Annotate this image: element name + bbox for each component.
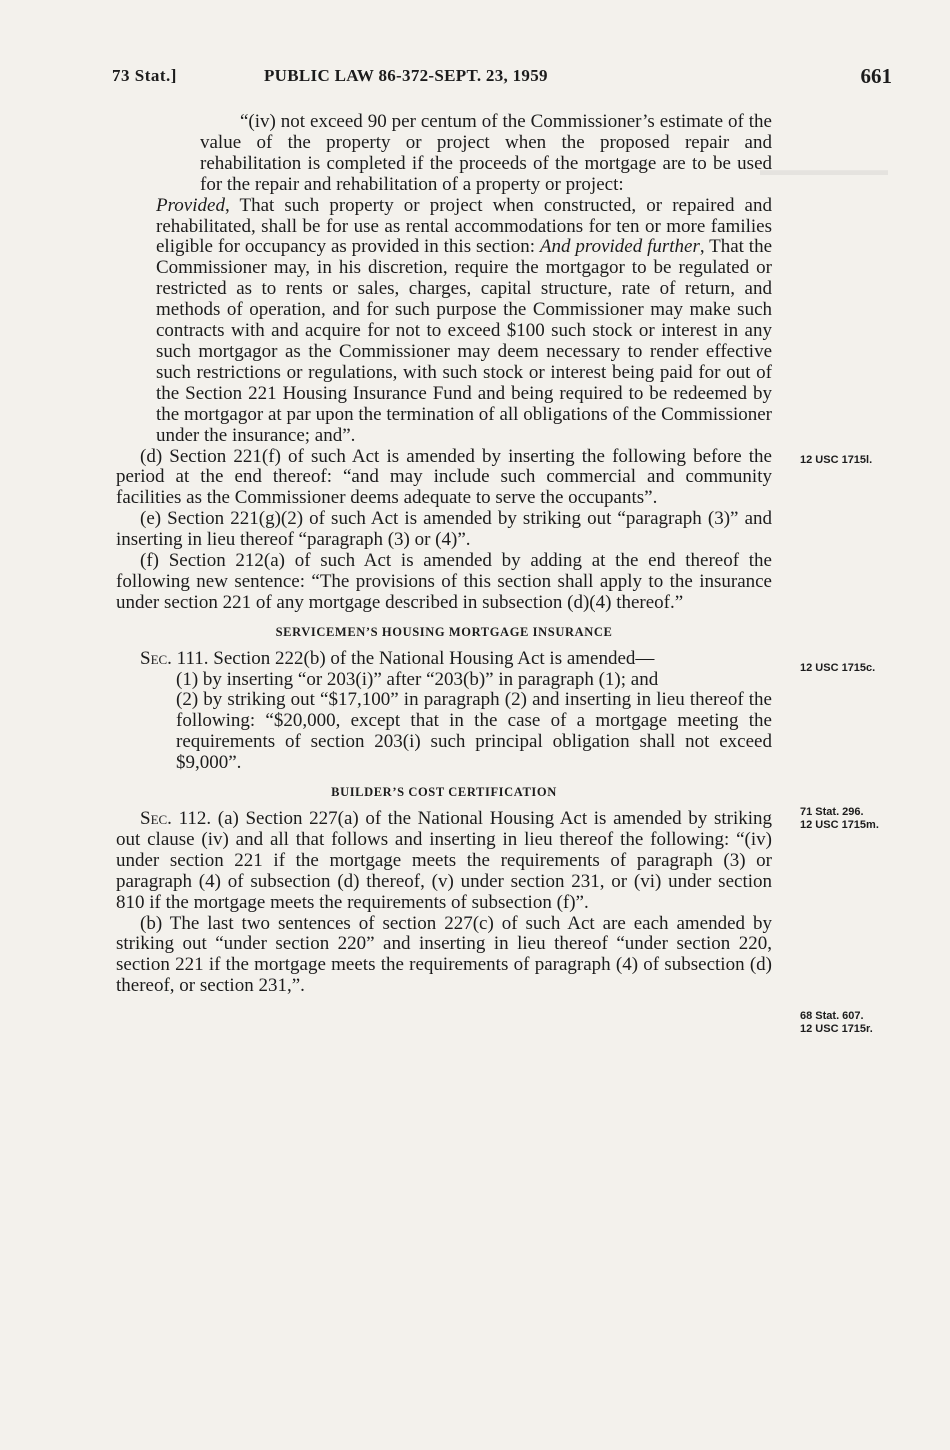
section-111-intro xyxy=(116,649,772,670)
proviso-term-2: And provided further xyxy=(539,236,700,258)
section-heading-builders-cost: BUILDER’S COST CERTIFICATION xyxy=(331,785,557,800)
header-statute-volume: 73 Stat.] xyxy=(112,66,177,85)
page-body xyxy=(116,112,772,997)
proviso-term-1: Provided xyxy=(156,194,225,216)
section-112-a-paragraph xyxy=(116,809,772,914)
subsection-d-paragraph: (d) Section 221(f) of such Act is amended by inserting the following before the period at the end thereof: “and may include such commercial and community facilities as the Commissioner deems adequate to serve the occupants”. xyxy=(116,445,772,509)
margin-note-71-stat-line1: 71 Stat. 296. xyxy=(800,806,864,818)
section-111-text: Section 222(b) of the National Housing Act is amended— xyxy=(208,647,655,669)
section-112-b-paragraph: (b) The last two sentences of section 227(c) of such Act are each amended by striking out “under section 220” and inserting in lieu thereof “under section 220, section 221 if the mortgage meets the requirements of paragraph (4) of subsection (d) thereof, or section 231,”. xyxy=(116,912,772,997)
proviso-paragraph xyxy=(116,196,772,447)
page-number: 661 xyxy=(860,64,892,88)
section-111-item-2: (2) by striking out “$17,100” in paragraph (2) and inserting in lieu thereof the following: “$20,000, except that in the case of a mortgage meeting the requirements of section 203(i) such principal obligation shall not exceed $9,000”. xyxy=(176,689,772,774)
margin-note-68-stat xyxy=(800,1010,873,1036)
subsection-f-paragraph: (f) Section 212(a) of such Act is amended by adding at the end thereof the following new sentence: “The provisions of this section shall apply to the insurance under section 221 of any mortgage described in subsection (d)(4) thereof.” xyxy=(116,550,772,613)
proviso-text-a: , That such property or project when constructed, or repaired and rehabilitated, shall be for use as rental accommodations for ten or more families eligible for occupancy as provided in this section: xyxy=(156,194,772,258)
margin-note-71-stat-line2: 12 USC 1715m. xyxy=(800,819,879,831)
bleed-through-texture: ▬▬▬▬▬▬▬▬ xyxy=(760,162,888,179)
margin-note-1715c: 12 USC 1715c. xyxy=(800,662,876,674)
margin-note-71-stat xyxy=(800,806,879,832)
page-header xyxy=(112,66,892,96)
section-112-label: Sec. 112. xyxy=(140,808,212,829)
section-111-item-1: (1) by inserting “or 203(i)” after “203(b)” in paragraph (1); and xyxy=(176,668,659,690)
margin-note-68-stat-line2: 12 USC 1715r. xyxy=(800,1023,873,1035)
subsection-e-paragraph: (e) Section 221(g)(2) of such Act is amended by striking out “paragraph (3)” and inserting in lieu thereof “paragraph (3) or (4)”. xyxy=(116,508,772,551)
margin-note-68-stat-line1: 68 Stat. 607. xyxy=(800,1010,864,1022)
clause-iv-paragraph: “(iv) not exceed 90 per centum of the Commissioner’s estimate of the value of the property or project when the proposed repair and rehabilitation is completed if the proceeds of the mortgage are to be used for the repair and rehabilitation of a property or project: xyxy=(200,111,772,195)
header-title: PUBLIC LAW 86-372-SEPT. 23, 1959 xyxy=(264,66,548,85)
section-112-text: (a) Section 227(a) of the National Housing Act is amended by striking out clause (iv) and all that follows and inserting in lieu thereof the following: “(iv) under section 221 if the mortgage meets the requirements of paragraph (3) or paragraph (4) of subsection (d) thereof, (v) under section 231, or (vi) under section 810 if the mortgage meets the requirements of subsection (f)”. xyxy=(116,808,772,913)
margin-note-1715l: 12 USC 1715l. xyxy=(800,454,873,466)
section-heading-servicemen: SERVICEMEN’S HOUSING MORTGAGE INSURANCE xyxy=(275,624,613,639)
proviso-text-b: , That the Commissioner may, in his discretion, require the mortgagor to be regulated or restricted as to rents or sales, charges, capital structure, rate of return, and methods of operation, and for such purpose the Commissioner may make such contracts with and acquire for not to exceed $100 such stock or interest in any such mortgagor as the Commissioner may deem necessary to render effective such restrictions or regulations, with such stock or interest being paid for out of the Section 221 Housing Insurance Fund and being required to be redeemed by the mortgagor at par upon the termination of all obligations of the Commissioner under the insurance; and”. xyxy=(156,236,773,446)
section-111-label: Sec. 111. xyxy=(140,647,209,669)
